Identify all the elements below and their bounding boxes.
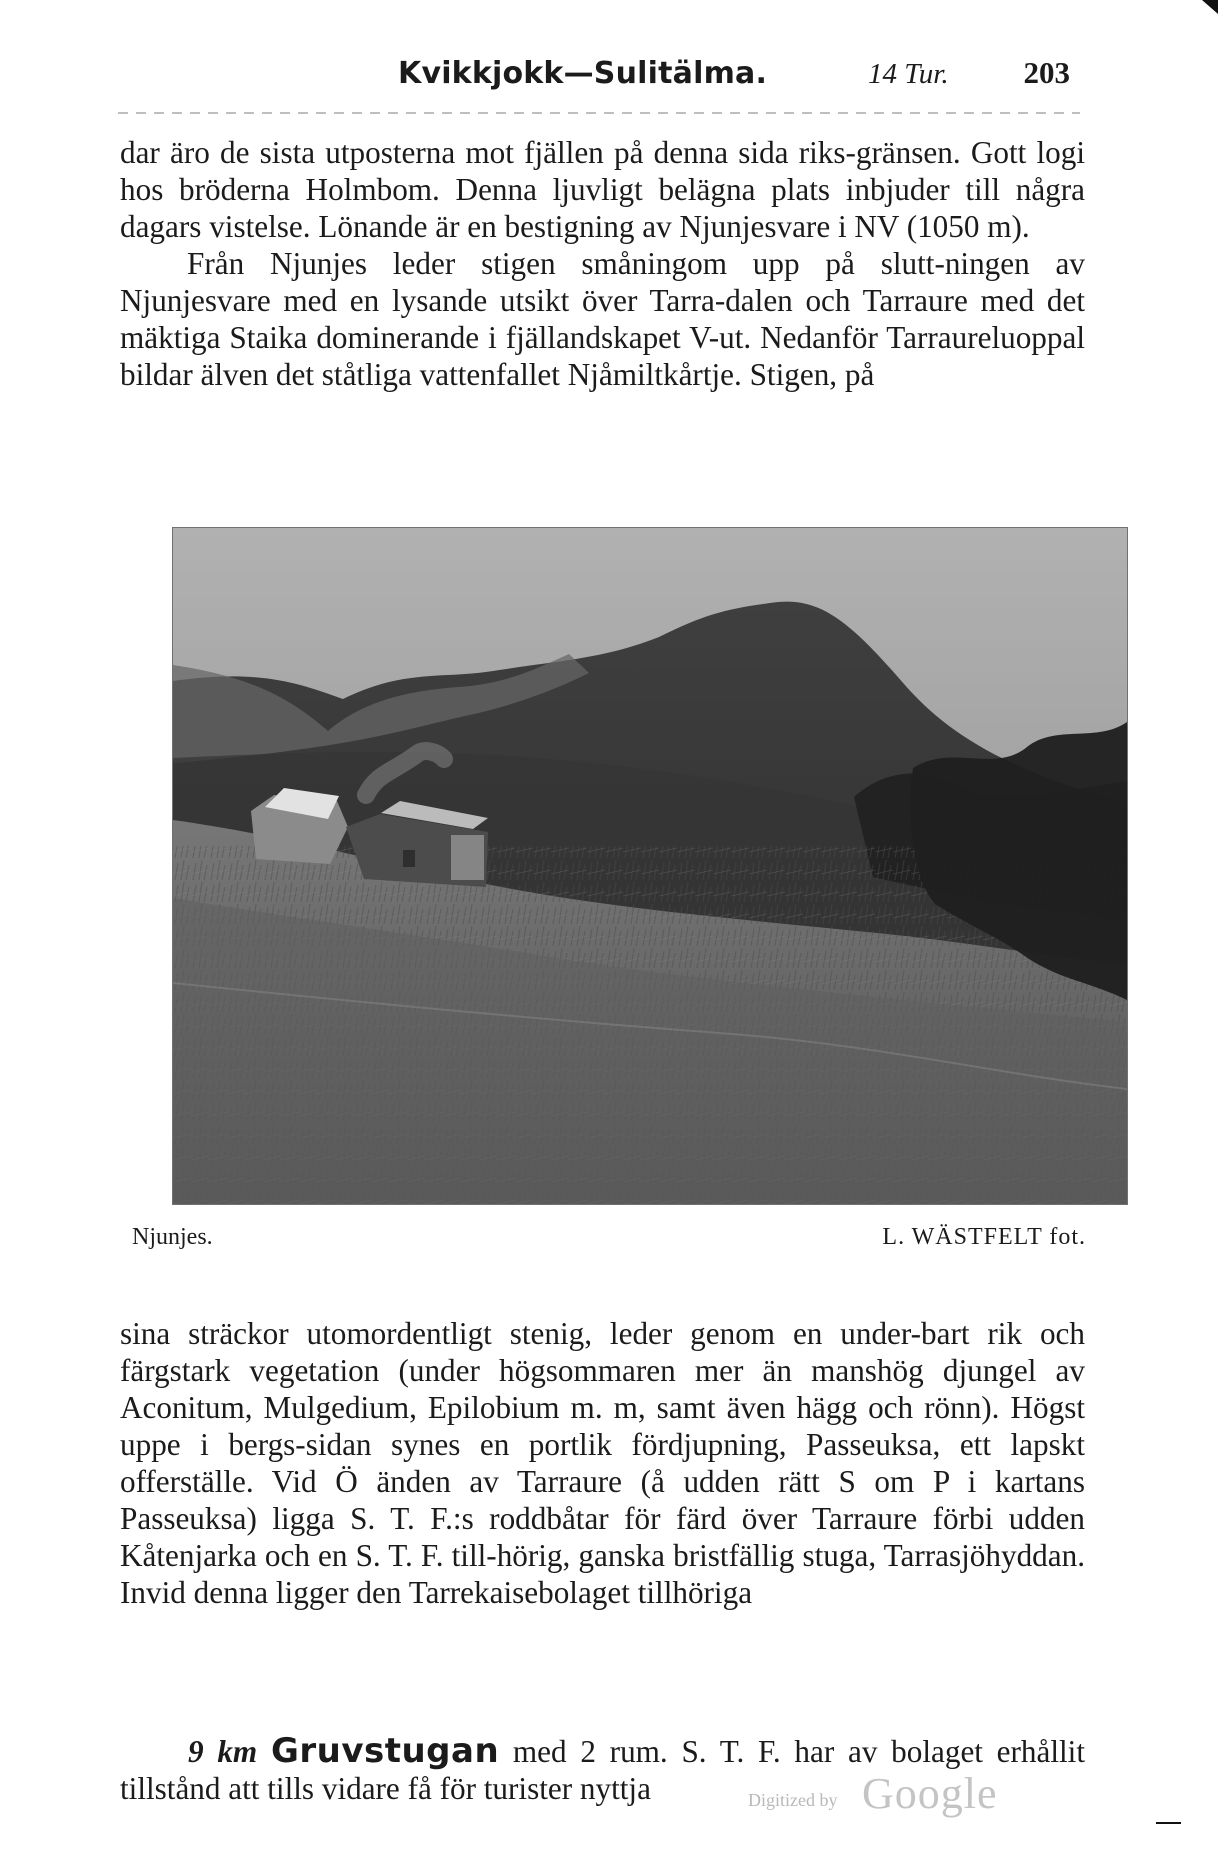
- paragraph-three: sina sträckor utomordentligt stenig, leder genom en under-bart rik och färgstark vegetation (under högsommaren mer än manshög djungel av Aconitum, Mulgedium, Epilobium m. m, samt även hägg och rönn). Högst uppe i bergs-sidan synes en portlik fördjupning, Passeuksa, ett lapskt offerställe. Vid Ö änden av Tarraure (å udden rätt S om P i kartans Passeuksa) ligga S. T. F.:s roddbåtar för färd över Tarraure förbi udden Kåtenjarka och en S. T. F. till-hörig, ganska bristfällig stuga, Tarrasjöhyddan. Invid denna ligger den Tarrekaisebolaget tillhöriga: [120, 1316, 1085, 1610]
- running-header: [122, 52, 1076, 92]
- page-number: 203: [1023, 55, 1070, 90]
- header-rule: [118, 112, 1080, 114]
- page-corner-mark: [1202, 0, 1218, 14]
- digitized-by-text: Digitized by: [748, 1790, 838, 1810]
- top-body-text: [120, 134, 1085, 393]
- digitized-by-google-watermark: [748, 1769, 1018, 1822]
- paragraph-one: dar äro de sista utposterna mot fjällen på denna sida riks-gränsen. Gott logi hos bröderna Holmbom. Denna ljuvligt belägna plats inbjuder till några dagars vistelse. Lönande är en bestigning av Njunjesvare i NV (1050 m).: [120, 135, 1085, 244]
- page-title: Kvikkjokk—Sulitälma.: [398, 56, 768, 91]
- bottom-body-text: [120, 1315, 1085, 1611]
- tour-section-label: 14 Tur.: [868, 58, 949, 90]
- photo-caption: [132, 1224, 1086, 1256]
- photo-caption-location: Njunjes.: [132, 1224, 213, 1250]
- photographer-credit: L. WÄSTFELT fot.: [882, 1224, 1086, 1250]
- place-name: Gruvstugan: [270, 1731, 500, 1771]
- landscape-photograph: [172, 527, 1128, 1205]
- distance-label: 9 km: [188, 1734, 258, 1769]
- paragraph-two: Från Njunjes leder stigen småningom upp på slutt-ningen av Njunjesvare med en lysande utsikt över Tarra-dalen och Tarraure med det mäktiga Staika dominerande i fjällandskapet V-ut. Nedanför Tarraureluoppal bildar älven det ståtliga vattenfallet Njåmiltkårtje. Stigen, på: [120, 246, 1085, 392]
- njunjes-photo-illustration: [173, 528, 1127, 1204]
- margin-tick: [1156, 1822, 1181, 1824]
- google-brand-text: Google: [862, 1769, 998, 1818]
- entry-text: med 2 rum. S. T. F. har av bolaget erhållit tillstånd att tills vidare få för turister nyttja: [120, 1734, 1086, 1806]
